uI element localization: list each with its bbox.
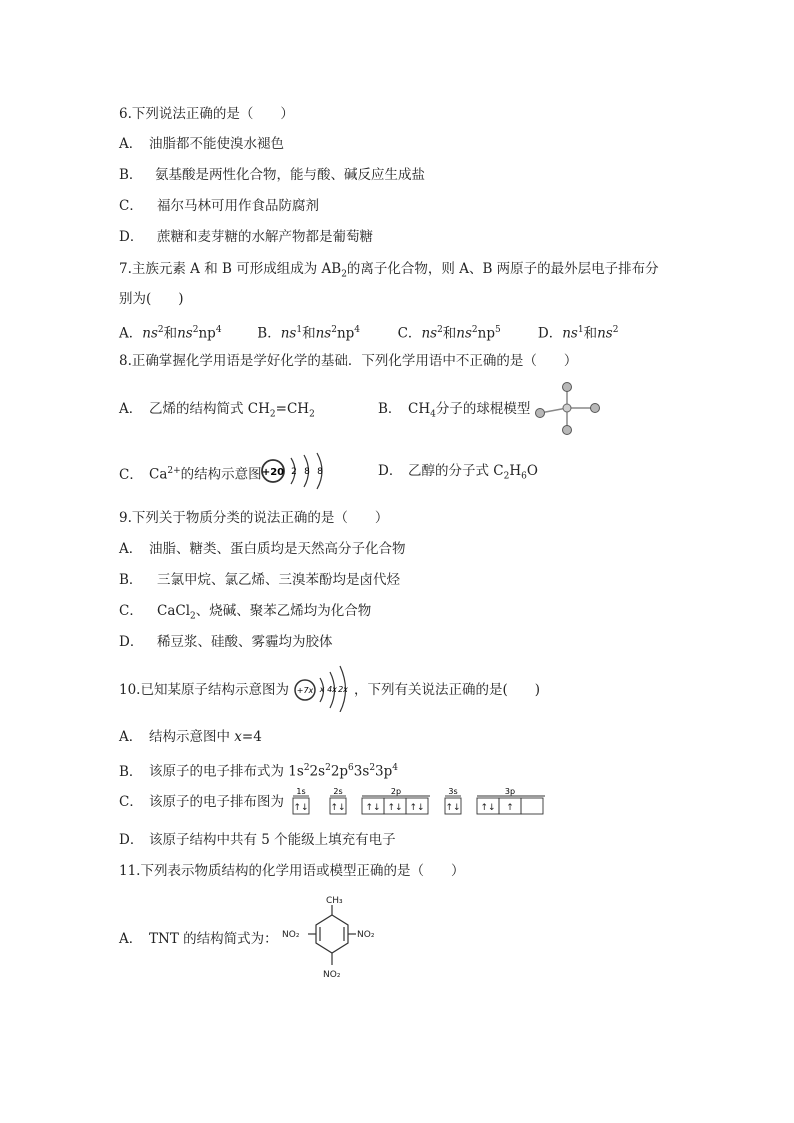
- q7-stem-line2: 别为( ): [119, 291, 184, 307]
- option-label: A．: [119, 325, 143, 342]
- q7-stem-sub: 2: [341, 269, 347, 280]
- sub: 2: [190, 611, 196, 622]
- ns: ns: [280, 325, 297, 342]
- svg-text:↑↓: ↑↓: [445, 803, 461, 813]
- option-text: CaCl: [157, 603, 191, 619]
- option-label: D．: [119, 229, 144, 245]
- ch4-ball-stick-model: [532, 380, 604, 436]
- q8-option-c: [119, 461, 262, 485]
- option-label: D．: [378, 463, 403, 479]
- shell-count: 2x: [338, 685, 348, 694]
- q9-option-d: [119, 632, 333, 652]
- svg-text:↑↓: ↑↓: [330, 803, 346, 813]
- orbital-label: 3p: [504, 787, 516, 796]
- exp: 2: [303, 763, 310, 773]
- option-text: 乙醇的分子式 C: [408, 463, 504, 479]
- q10-option-c: [119, 792, 284, 812]
- exp: 2: [157, 325, 164, 335]
- q10-option-b: [119, 758, 398, 782]
- option-text: 分子的球棍模型: [435, 401, 531, 417]
- orbital: 3s: [353, 763, 370, 780]
- option-label: C．: [119, 603, 143, 619]
- exp: 6: [348, 763, 354, 773]
- option-text: 乙烯的结构简式 CH: [149, 401, 270, 417]
- option-label: D．: [119, 634, 144, 650]
- q8-option-d: [378, 461, 538, 487]
- and: 和: [583, 325, 598, 342]
- option-text: Ca: [149, 466, 168, 483]
- q11-option-a: [119, 929, 278, 949]
- svg-text:↑↓: ↑↓: [409, 803, 425, 813]
- orbital-label: 2p: [390, 787, 402, 796]
- q7-stem-part: 的离子化合物，则 A、B 两原子的最外层电子排布分: [346, 261, 659, 277]
- shell-count: 8: [304, 467, 310, 477]
- atom-structure-diagram: [292, 664, 354, 712]
- exp: 2: [369, 763, 376, 773]
- q7-stem-part: 7.主族元素 A 和 B 可形成组成为 AB: [119, 261, 342, 277]
- option-label: D．: [119, 832, 144, 848]
- orbital-label: 3s: [448, 787, 458, 796]
- exp: 1: [296, 325, 303, 335]
- orbital: 2p: [330, 763, 349, 780]
- option-label: C．: [119, 466, 143, 483]
- variable-x: x: [234, 729, 242, 745]
- option-label: C．: [119, 198, 143, 214]
- svg-text:↑: ↑: [506, 803, 514, 813]
- option-label: A．: [119, 401, 143, 417]
- nucleus-charge: +7x: [296, 686, 314, 695]
- svg-text:↑↓: ↑↓: [480, 803, 496, 813]
- shell-count: 2: [291, 467, 297, 477]
- ns: ns: [421, 325, 438, 342]
- option-label: A．: [119, 541, 143, 557]
- exp: 2: [437, 325, 443, 335]
- q7-option-a: [119, 320, 253, 344]
- q6-stem: 6.下列说法正确的是（ ）: [119, 106, 294, 122]
- exp: 4: [354, 325, 361, 335]
- svg-text:↑↓: ↑↓: [293, 803, 309, 813]
- option-text: H: [509, 463, 522, 479]
- and: 和: [442, 325, 457, 342]
- option-text: =CH: [275, 401, 310, 417]
- option-label: A．: [119, 729, 143, 745]
- tnt-methyl: CH₃: [326, 896, 343, 906]
- ns: ns: [562, 325, 578, 342]
- tnt-structure: [280, 893, 384, 983]
- tnt-nitro: NO₂: [282, 930, 300, 940]
- q10-stem-part1: 10.已知某原子结构示意图为: [119, 682, 289, 698]
- q8-stem: 8.正确掌握化学用语是学好化学的基础．下列化学用语中不正确的是（ ）: [119, 353, 578, 369]
- option-label: B．: [119, 763, 143, 780]
- q10-option-a: [119, 727, 262, 747]
- option-text: 、烧碱、聚苯乙烯均为化合物: [195, 603, 372, 619]
- option-text: 福尔马林可用作食品防腐剂: [157, 198, 319, 214]
- svg-text:↑↓: ↑↓: [365, 803, 381, 813]
- q7-option-b: [257, 320, 393, 344]
- ca-ion-structure-diagram: [260, 452, 328, 492]
- q6-option-a: [119, 134, 284, 154]
- option-text: 氨基酸是两性化合物，能与酸、碱反应生成盐: [155, 167, 425, 183]
- np: np: [477, 325, 495, 342]
- option-label: C．: [119, 794, 143, 810]
- q8-option-a: [119, 399, 315, 425]
- sup: 2+: [167, 466, 181, 476]
- sub: 2: [503, 471, 510, 482]
- exp: 4: [392, 763, 399, 773]
- exp: 2: [471, 325, 478, 335]
- exp: 2: [192, 325, 199, 335]
- exp: 4: [215, 325, 222, 335]
- q7-option-d: [538, 320, 619, 344]
- orbital-diagram: [292, 786, 548, 816]
- option-text: 三氯甲烷、氯乙烯、三溴苯酚均是卤代烃: [157, 572, 400, 588]
- option-label: A．: [119, 136, 143, 152]
- tnt-nitro: NO₂: [323, 970, 341, 980]
- q7-options: [119, 320, 618, 344]
- q10-option-d: [119, 830, 396, 850]
- sub: 2: [269, 409, 276, 420]
- q9-option-b: [119, 570, 400, 590]
- orbital: 2s: [309, 763, 326, 780]
- ns: ns: [597, 325, 613, 342]
- exp: 5: [495, 325, 501, 335]
- sub: 2: [309, 409, 315, 420]
- and: 和: [163, 325, 178, 342]
- sub: 4: [430, 409, 436, 420]
- np: np: [198, 325, 216, 342]
- q7-stem-line1: [119, 259, 659, 285]
- exp: 1: [577, 325, 584, 335]
- exp: 2: [331, 325, 337, 335]
- orbital: 3p: [375, 763, 393, 780]
- option-text: TNT 的结构简式为：: [149, 931, 278, 947]
- option-text: =4: [241, 729, 262, 745]
- shell-count: 8: [317, 467, 323, 477]
- option-text: 结构示意图中: [149, 729, 235, 745]
- option-text: 该原子结构中共有 5 个能级上填充有电子: [149, 832, 396, 848]
- option-label: A．: [119, 931, 143, 947]
- ns: ns: [456, 325, 472, 342]
- tnt-nitro: NO₂: [357, 930, 375, 940]
- option-label: B．: [257, 325, 281, 342]
- orbital-label: 1s: [296, 787, 306, 796]
- q11-stem: 11.下列表示物质结构的化学用语或模型正确的是（ ）: [119, 863, 465, 879]
- option-text: 的结构示意图: [180, 466, 262, 483]
- option-text: O: [526, 463, 538, 479]
- option-label: C．: [397, 325, 422, 342]
- q9-option-c: [119, 601, 371, 627]
- shell-count: x: [319, 685, 325, 694]
- np: np: [336, 325, 355, 342]
- q10-stem-part2: ，下列有关说法正确的是( ): [354, 682, 541, 698]
- nucleus-charge: +20: [261, 467, 285, 478]
- q6-option-d: [119, 227, 373, 247]
- option-label: B．: [119, 167, 143, 183]
- q9-stem: 9.下列关于物质分类的说法正确的是（ ）: [119, 510, 389, 526]
- option-text: 该原子的电子排布图为: [149, 794, 284, 810]
- and: 和: [302, 325, 316, 342]
- option-label: D．: [537, 325, 563, 342]
- q6-option-b: [119, 165, 425, 185]
- q6-option-c: [119, 196, 319, 216]
- svg-text:↑↓: ↑↓: [387, 803, 403, 813]
- exp: 2: [612, 325, 619, 335]
- option-text: 该原子的电子排布式为 1s: [149, 763, 304, 780]
- orbital-label: 2s: [333, 787, 343, 796]
- option-text: 稀豆浆、硅酸、雾霾均为胶体: [157, 634, 333, 650]
- ns: ns: [177, 325, 193, 342]
- exp: 2: [325, 763, 331, 773]
- option-text: 油脂都不能使溴水褪色: [149, 136, 284, 152]
- option-text: CH: [408, 401, 431, 417]
- q7-option-c: [398, 320, 534, 344]
- shell-count: 4x: [327, 685, 337, 694]
- q8-option-b: [378, 399, 530, 425]
- option-label: B．: [119, 572, 143, 588]
- ns: ns: [315, 325, 332, 342]
- sub: 6: [521, 471, 527, 482]
- option-text: 油脂、糖类、蛋白质均是天然高分子化合物: [149, 541, 406, 557]
- option-text: 蔗糖和麦芽糖的水解产物都是葡萄糖: [157, 229, 373, 245]
- q9-option-a: [119, 539, 406, 559]
- option-label: B．: [378, 401, 402, 417]
- ns: ns: [142, 325, 158, 342]
